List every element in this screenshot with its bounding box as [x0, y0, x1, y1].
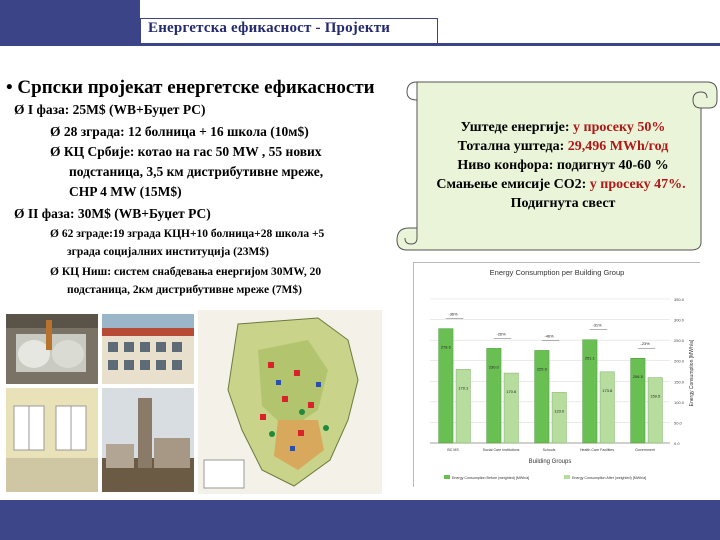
- page-title: Енергетска ефикасност - Пројекти: [148, 20, 391, 36]
- chart-bar-after: [456, 369, 470, 443]
- legend-swatch-after: [564, 475, 570, 479]
- chart-bar-before-label: 278.6: [440, 344, 451, 350]
- chart-bar-after-label: 159.5: [650, 393, 661, 399]
- chart-savings-label: -31%: [592, 322, 602, 328]
- scroll-label-total: Тотална уштеда:: [457, 139, 568, 154]
- chart-ytick-label: 0.0: [674, 441, 680, 446]
- phase2-item2-line2: подстаница, 2км дистрибутивне мреже (7M$): [67, 284, 302, 296]
- scroll-label-co2: Смањење емисије CO2:: [436, 177, 590, 192]
- energy-chart-svg: [414, 263, 701, 488]
- scroll-value-savings: у просеку 50%: [573, 120, 666, 135]
- chart-ytick-label: 100.0: [674, 399, 685, 405]
- chart-title: Energy Consumption per Building Group: [489, 268, 625, 277]
- phase1-item2-line1: Ø КЦ Србије: котао на гас 50 MW , 55 нових: [50, 144, 322, 159]
- chart-ylabel: Energy Consumption [MWh/a]: [689, 339, 695, 407]
- footer-bar: [0, 500, 720, 540]
- chart-bar-before: [535, 350, 549, 443]
- chart-ytick-label: 200.0: [674, 358, 685, 364]
- school-building-photo: [102, 314, 194, 384]
- legend-label-after: Energy Consumption After (weighted) [MWh/a]: [572, 476, 647, 480]
- chimney-photo: [102, 388, 194, 492]
- chart-bar-after: [552, 392, 566, 443]
- scroll-line-comfort: Ниво конфора: подигнут 40-60 %: [457, 158, 669, 173]
- header-rule: [0, 43, 720, 46]
- chart-savings-label: -46%: [544, 333, 554, 339]
- chart-bar-before-label: 230.0: [488, 364, 499, 370]
- chart-bar-after: [504, 373, 518, 443]
- chart-bar-before-label: 206.5: [632, 374, 643, 380]
- scroll-line-co2: [394, 177, 720, 193]
- scroll-line-savings: [398, 120, 720, 136]
- chart-ytick-label: 50.0: [674, 420, 682, 426]
- chart-bar-after-label: 173.8: [602, 387, 613, 393]
- chart-bar-before: [631, 358, 645, 443]
- chart-savings-label: -26%: [496, 331, 506, 337]
- chart-bar-after: [600, 372, 614, 443]
- legend-swatch-before: [444, 475, 450, 479]
- phase2-item1-line1: Ø 62 зграде:19 зграда КЦН+10 болница+28 школа +5: [50, 228, 325, 240]
- chart-ytick-label: 300.0: [674, 317, 685, 323]
- boiler-room-photo: [6, 314, 98, 384]
- chart-category-label: Health Care Facilities: [579, 448, 615, 452]
- serbia-map: [198, 310, 382, 494]
- chart-ytick-label: 250.0: [674, 338, 685, 344]
- scroll-value-co2: у просеку 47%.: [589, 177, 686, 192]
- chart-category-label: Social Care Institutions: [482, 448, 520, 452]
- hospital-interior-photo: [6, 388, 98, 492]
- chart-bar-after-label: 123.0: [554, 408, 565, 414]
- chart-bar-after: [648, 378, 662, 443]
- energy-chart: [413, 262, 700, 487]
- scroll-value-total: 29,496 MWh/год: [567, 139, 669, 154]
- phase2-item1-line2: зграда социјалних институција (23M$): [67, 246, 269, 258]
- main-bullet: • Српски пројекат енергетске ефикасности: [6, 77, 375, 98]
- chart-category-label: BC MS: [447, 448, 459, 452]
- phase1-item1: Ø 28 зграда: 12 болница + 16 школа (10м$): [50, 124, 309, 139]
- chart-bar-before-label: 251.1: [584, 355, 595, 361]
- legend-label-before: Energy Consumption Before (weighted) [MWh/a]: [452, 476, 530, 480]
- chart-xlabel: Building Groups: [528, 459, 572, 465]
- chart-savings-label: -23%: [640, 341, 650, 347]
- phase2-bullet: Ø II фаза: 30M$ (WB+Буџет РС): [14, 206, 211, 221]
- scroll-line-awareness: Подигнута свест: [510, 196, 616, 211]
- chart-bar-before-label: 225.9: [536, 366, 547, 372]
- scroll-line-total: [398, 139, 720, 155]
- scroll-label-savings: Уштеде енергије:: [460, 120, 574, 135]
- chart-category-label: Government: [635, 448, 655, 452]
- header-accent-block: [0, 0, 140, 44]
- chart-bar-after-label: 170.6: [506, 389, 517, 395]
- chart-savings-label: -36%: [448, 311, 458, 317]
- chart-ytick-label: 350.0: [674, 297, 685, 302]
- phase1-item2-line3: CHP 4 MW (15M$): [69, 184, 182, 199]
- phase2-item2-line1: Ø КЦ Ниш: систем снабдевања енергијом 30MW, 20: [50, 266, 322, 278]
- chart-category-label: Schools: [542, 448, 556, 452]
- phase1-bullet: Ø I фаза: 25M$ (WB+Буџет РС): [14, 102, 206, 117]
- chart-ytick-label: 150.0: [674, 379, 685, 385]
- chart-bar-after-label: 179.1: [458, 385, 469, 391]
- chart-bar-before: [487, 348, 501, 443]
- phase1-item2-line2: подстаница, 3,5 км дистрибутивне мреже,: [69, 164, 324, 179]
